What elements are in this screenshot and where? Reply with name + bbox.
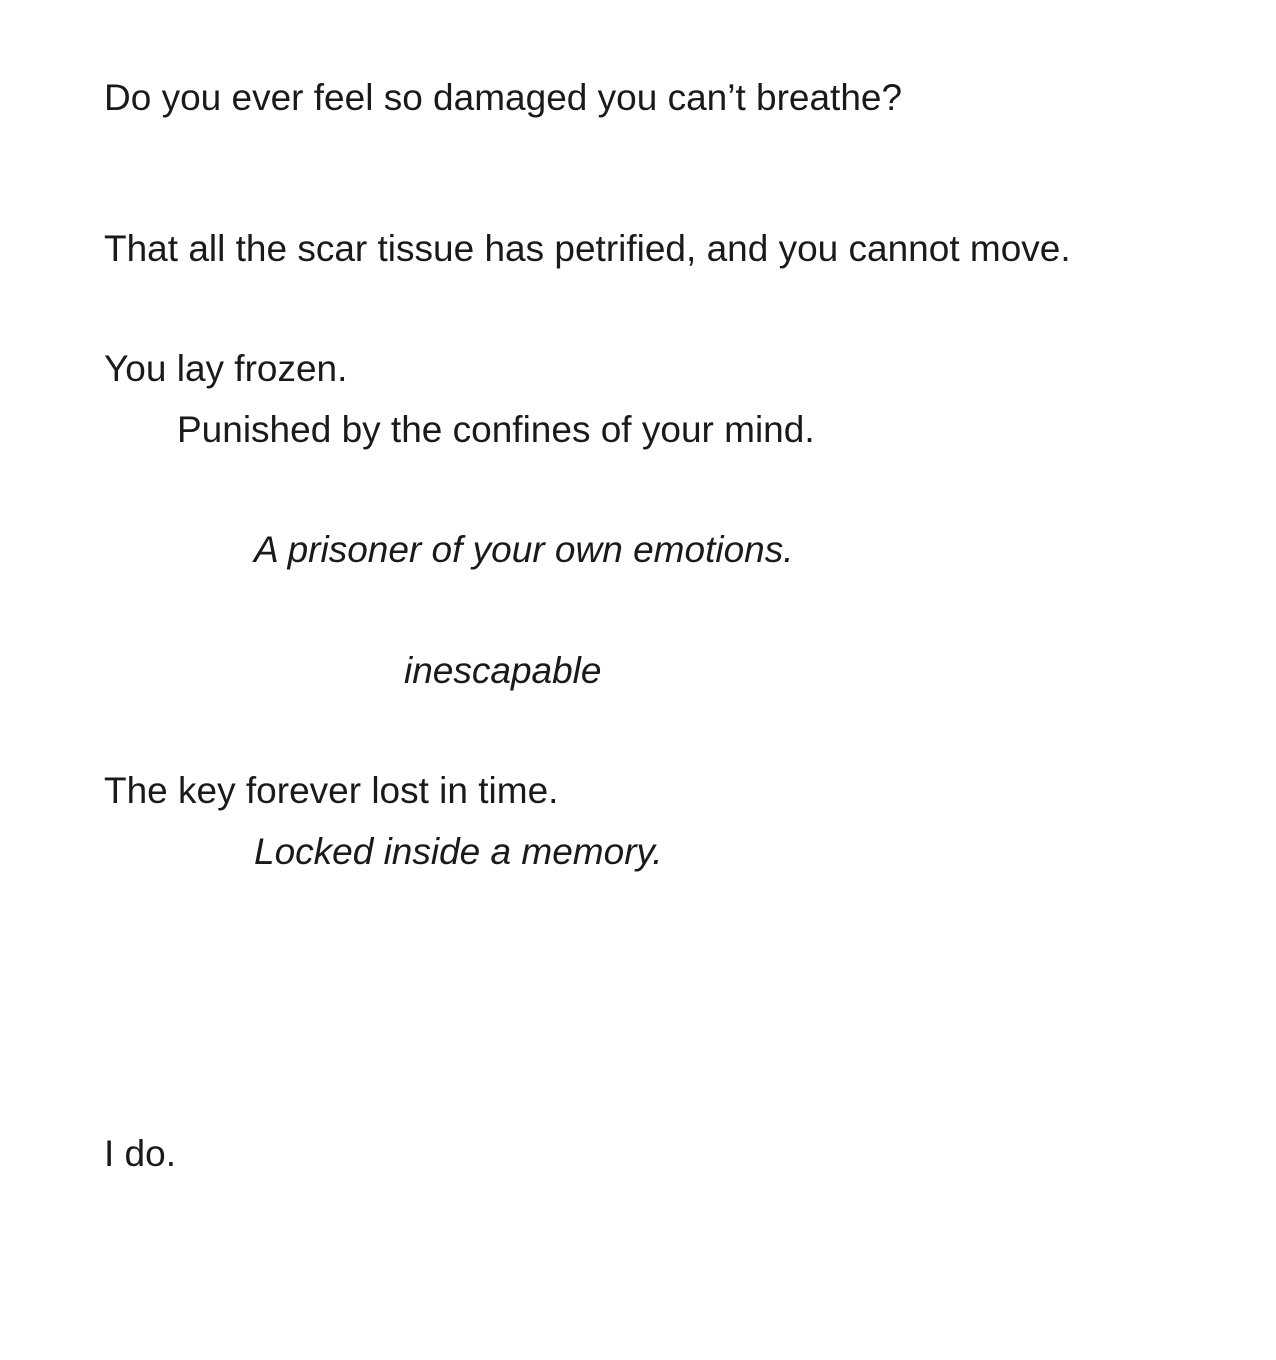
poem-line-key-lost: The key forever lost in time. <box>104 770 559 811</box>
poem-line-frozen: You lay frozen. <box>104 348 348 389</box>
poem-line-inescapable: inescapable <box>404 650 602 691</box>
poem-line-question: Do you ever feel so damaged you can’t breathe? <box>104 77 903 118</box>
poem-line-prisoner: A prisoner of your own emotions. <box>254 529 794 570</box>
poem-line-locked-memory: Locked inside a memory. <box>254 831 663 872</box>
poem-line-i-do: I do. <box>104 1133 176 1174</box>
poem-line-punished: Punished by the confines of your mind. <box>177 409 815 450</box>
poem-line-scar-tissue: That all the scar tissue has petrified, and you cannot move. <box>104 228 1071 269</box>
